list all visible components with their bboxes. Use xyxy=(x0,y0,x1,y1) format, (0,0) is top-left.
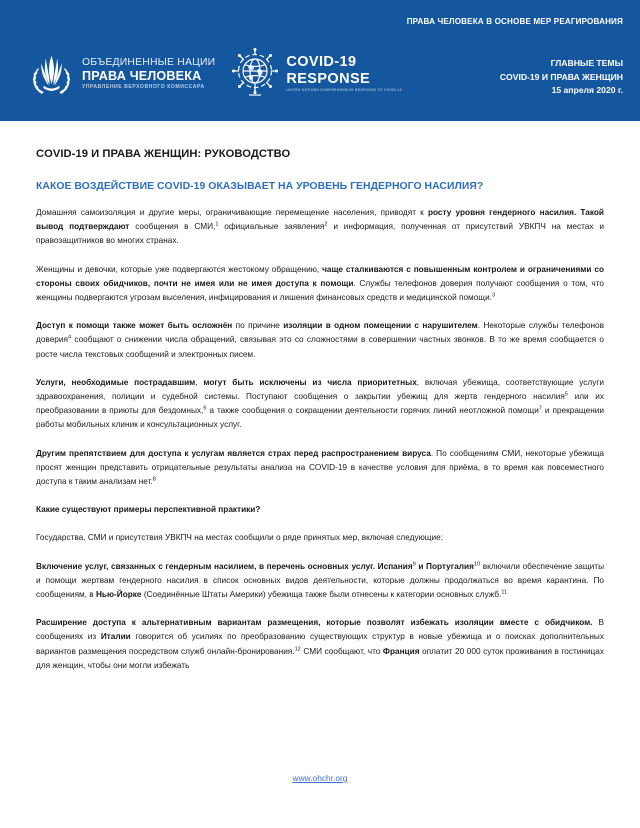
un-human-rights-logo xyxy=(28,51,215,98)
ohchr-website-link[interactable]: www.ohchr.org xyxy=(292,773,348,783)
logo-row xyxy=(28,48,402,100)
header-meta-line-1: ГЛАВНЫЕ ТЕМЫ xyxy=(550,58,623,68)
paragraph-7 xyxy=(36,560,604,603)
covid-logo-line-3: UNITED NATIONS COMPREHENSIVE RESPONSE TO COVID-19 xyxy=(286,88,402,93)
section-heading: КАКОЕ ВОЗДЕЙСТВИЕ COVID-19 ОКАЗЫВАЕТ НА УРОВЕНЬ ГЕНДЕРНОГО НАСИЛИЯ? xyxy=(36,181,484,192)
p5-text-b: . По сообщениям СМИ, некоторые убежища просят женщин представить отрицательные результаты анализа на COVID-19 в качестве условия для приёма, в то время как повсеместного доступа к таким анализам нет. xyxy=(36,448,604,487)
paragraph-4 xyxy=(36,376,604,433)
p1-text-c: сообщения в СМИ, xyxy=(129,222,216,232)
p3-text-d: . Некоторые службы телефонов доверия xyxy=(36,321,604,345)
covid-virus-globe-icon xyxy=(232,48,278,100)
un-human-rights-emblem-icon xyxy=(28,51,75,98)
covid-logo-line-1: COVID-19 xyxy=(286,54,357,71)
p3-text-c: изоляции в одном помещении с нарушителем xyxy=(283,321,478,331)
p8-text-e: СМИ сообщают, что xyxy=(300,646,383,656)
p4-text-f: а также сообщения о сокращении деятельности горячих линий неотложной помощи xyxy=(206,406,539,416)
p5-text-a: Другим препятствием для доступа к услугам является страх перед распространением вируса xyxy=(36,448,431,458)
p7-text-e: Нью-Йорке xyxy=(95,590,142,600)
footnote-ref-5: 5 xyxy=(564,391,568,398)
ohchr-logo-line-1: ОБЪЕДИНЕННЫЕ НАЦИИ xyxy=(82,56,216,68)
paragraph-2 xyxy=(36,263,604,306)
p8-text-f: Франция xyxy=(382,646,420,656)
p2-text-c: . Службы телефонов доверия получают сообщения о том, что женщины подвергаются угрозам выселения, инфицирования и лишения финансовых средств и медицинской помощи. xyxy=(36,278,604,303)
p4-text-g: и прекращении работы мобильных клиник и консультационных услуг. xyxy=(36,406,604,430)
footnote-ref-11: 11 xyxy=(501,589,508,596)
p7-text-b: и xyxy=(415,561,427,571)
footnote-ref-9: 9 xyxy=(412,560,416,567)
p7-text-d: включили обеспечение защиты и помощи жертвам гендерного насилия в список основных видов деятельности, которые должны продолжаться во время карантина. По сообщениям, в xyxy=(36,561,604,600)
p2-text-a: Женщины и девочки, которые уже подвергаются жестокому обращению, xyxy=(36,264,323,274)
p3-text-a: Доступ к помощи также может быть осложнён xyxy=(36,321,233,331)
footnote-ref-7: 7 xyxy=(538,405,542,412)
p2-text-b: чаще сталкиваются с повышенным контролем и ограничениями со стороны своих обидчиков, почти не имея или не имея доступа к помощи xyxy=(36,264,604,288)
paragraph-6 xyxy=(36,531,604,545)
p1-text-a: Домашняя самоизоляция и другие меры, ограничивающие перемещение населения, приводят к xyxy=(36,208,428,217)
covid-19-response-logo xyxy=(232,48,402,100)
ohchr-logo-line-2: ПРАВА ЧЕЛОВЕКА xyxy=(82,68,202,83)
footnote-ref-4: 4 xyxy=(67,334,72,341)
footnote-ref-12: 12 xyxy=(294,645,301,652)
p4-text-c: могут быть исключены из числа приоритетных xyxy=(203,377,417,387)
footnote-ref-10: 10 xyxy=(473,560,481,567)
p4-text-a: Услуги, необходимые пострадавшим xyxy=(36,377,196,387)
page-title: COVID-19 И ПРАВА ЖЕНЩИН: РУКОВОДСТВО xyxy=(36,148,291,160)
header-meta-line-3: 15 апреля 2020 г. xyxy=(551,85,623,95)
footnote-ref-8: 8 xyxy=(152,476,156,483)
p4-text-d: , включая убежища, соответствующие услуги здравоохранения, полиции и судебной системы. Поступают сообщения о закрытии убежищ для жертв гендерного насилия xyxy=(36,377,604,402)
header-meta-line-2: COVID-19 И ПРАВА ЖЕНЩИН xyxy=(499,71,623,82)
footnote-ref-6: 6 xyxy=(203,405,207,412)
p1-text-b: росту уровня гендерного насилия. Такой вывод подтверждают xyxy=(36,208,604,232)
paragraph-3 xyxy=(36,319,604,362)
footnote-ref-3: 3 xyxy=(492,292,496,299)
p3-text-b: по причине xyxy=(232,321,284,331)
footnote-ref-2: 2 xyxy=(324,221,328,228)
footnote-ref-1: 1 xyxy=(215,221,219,228)
p8-text-d: говорится об усилиях по преобразованию существующих структур в новые убежища и о поисках дополнительных вариантов размещения посредством служб онлайн-бронирования. xyxy=(36,632,604,656)
paragraph-8 xyxy=(36,616,604,673)
p6-text: Государства, СМИ и присутствия УВКПЧ на местах сообщили о ряде принятых мер, включая следующие: xyxy=(36,533,444,543)
page-header xyxy=(0,0,640,121)
page-footer xyxy=(0,768,640,786)
p8-text-a: Расширение доступа к альтернативным вариантам размещения, которые позволят избежать изоляции вместе с обидчиком. xyxy=(36,618,593,628)
p1-text-d: официальные заявления xyxy=(218,222,325,232)
covid-19-response-wordmark xyxy=(286,55,402,92)
un-human-rights-wordmark xyxy=(82,58,215,91)
ohchr-logo-line-3: УПРАВЛЕНИЕ ВЕРХОВНОГО КОМИССАРА xyxy=(82,84,205,91)
document-body xyxy=(0,148,640,673)
question-1-text: Какие существуют примеры перспективной практики? xyxy=(36,505,261,515)
question-heading-1 xyxy=(36,503,604,517)
paragraph-5 xyxy=(36,447,604,490)
covid-logo-line-2: RESPONSE xyxy=(286,70,371,87)
p8-text-b: В сообщениях из xyxy=(36,618,604,642)
p4-text-b: , xyxy=(195,377,204,387)
p8-text-g: оплатит 20 000 суток проживания в гостиницах для женщин, чтобы они могли избежать xyxy=(36,646,604,670)
header-strapline: ПРАВА ЧЕЛОВЕКА В ОСНОВЕ МЕР РЕАГИРОВАНИЯ xyxy=(406,17,623,26)
header-meta-block xyxy=(500,57,623,98)
p8-text-c: Италии xyxy=(100,632,131,642)
p4-text-e: или их преобразовании в приюты для бездомных, xyxy=(36,392,604,416)
p7-text-c: Португалия xyxy=(426,561,474,571)
p1-text-e: и информация, полученная от присутствий УВКПЧ на местах и правозащитников во многих странах. xyxy=(36,222,604,246)
p7-text-a: Включение услуг, связанных с гендерным насилием, в перечень основных услуг. Испания xyxy=(36,561,413,571)
p7-text-f: (Соединённые Штаты Америки) убежища также были отнесены к категории основных служб. xyxy=(141,590,502,600)
p3-text-e: сообщают о снижении числа обращений, связывая это со сложностями в совершении частных звонков. В то же время сообщается о росте числа текстовых сообщений и электронных писем. xyxy=(36,335,604,359)
paragraph-1 xyxy=(36,206,604,249)
